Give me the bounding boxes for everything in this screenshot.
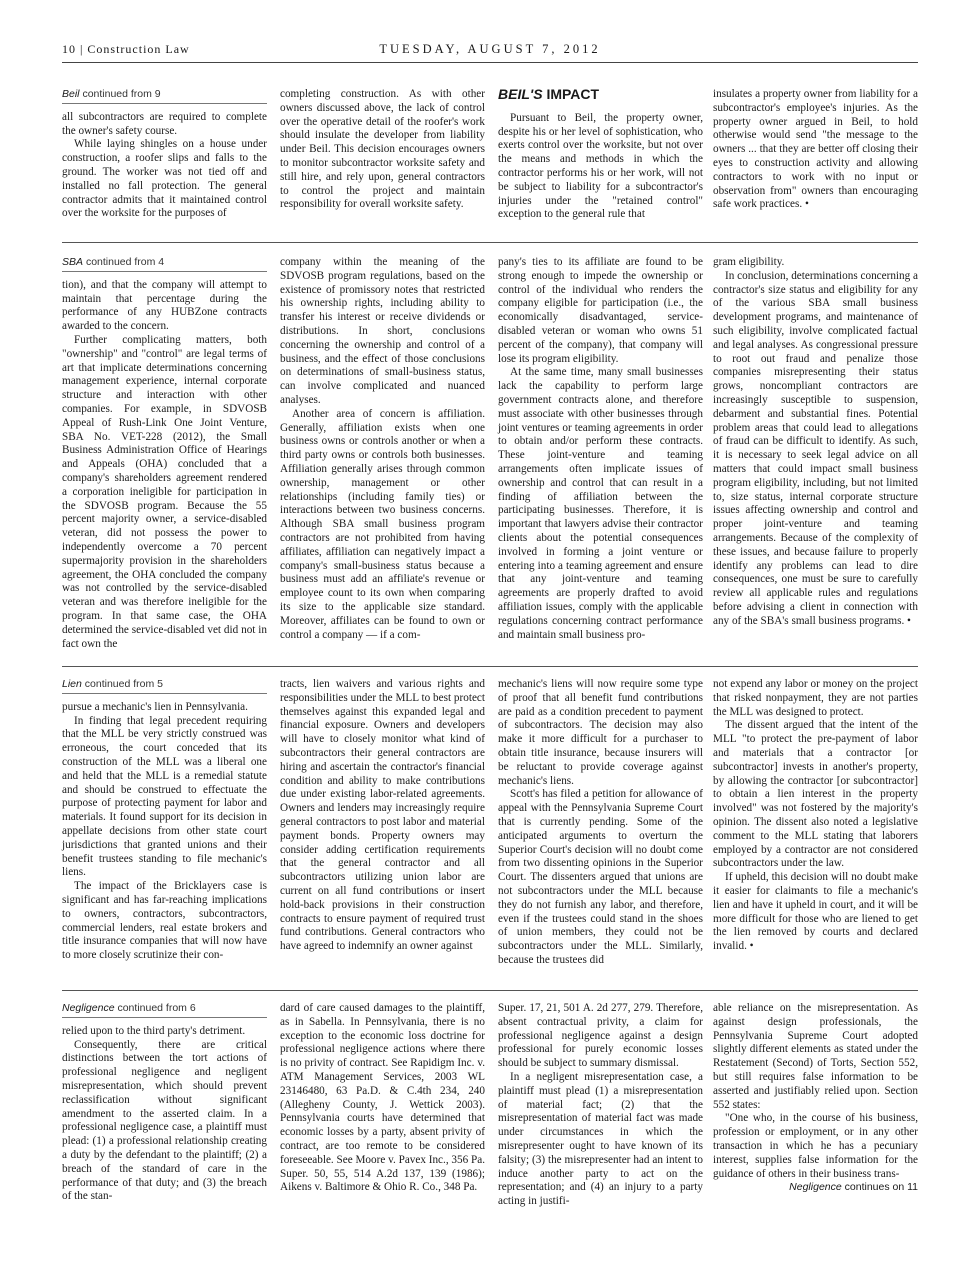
sba-continued-label: SBA continued from 4 [62, 256, 267, 272]
paragraph: In conclusion, determinations concerning a contractor's size status and eligibility for any of the various SBA small business development programs, and maintenance of such eligibility, involve complicated factual and legal analyses. As congressional pressure to root out fraud and penalize those companies misrepresenting their status grows, noncompliant contractors are increasingly susceptible to suspension, debarment and substantial fines. Potential problem areas that could lead to allegations of fraud can be difficult to identify. As such, it is necessary to seek legal advice on all matters that could impact small business program eligibility, including, but not limited to, size status, internal corporate structure issues affecting ownership and control and proper joint-venture and teaming arrangements. Because of the complexity of these issues, and because failure to properly identify any problems can lead to dire consequences, one must be sure to carefully review all applicable rules and regulations before advising a client in connection with any of the SBA's small business programs. • [713, 269, 918, 627]
paragraph: able reliance on the misrepresentation. As against design professionals, the Pennsylvania Supreme Court adopted slightly different elements as stated under the Restatement (Second) of Torts, Section 552, but still requires false information to be asserted and justifiably relied upon. Section 552 states: [713, 1002, 918, 1111]
beil-section [62, 88, 918, 238]
beil-col-3 [498, 88, 703, 222]
beil-col-4 [713, 88, 918, 212]
paragraph: "One who, in the course of his business, profession or employment, or in any other transaction in which he has a pecuniary interest, supplies false information for the guidance of others in their business trans- [713, 1112, 918, 1180]
section-divider [62, 242, 918, 243]
beil-col-1 [62, 88, 267, 221]
beil-col-2 [280, 88, 485, 212]
paragraph: company within the meaning of the SDVOSB program regulations, based on the existence of promissory notes that restricted his ownership rights, including ability to transfer his interest or receive dividends or distributions. In short, conclusions concerning the ownership and control of a business, and the effect of those conclusions on determinations of small-business status, can involve complicated and nuanced analyses. [280, 256, 485, 406]
paragraph: If upheld, this decision will no doubt make it easier for claimants to file a mechanic's lien and have it upheld in court, and it will be more difficult for those who are liened to get the lien removed by courts and declared invalid. • [713, 871, 918, 953]
sba-col-1 [62, 256, 267, 651]
paragraph: all subcontractors are required to complete the owner's safety course. [62, 110, 267, 137]
paragraph: mechanic's liens will now require some type of proof that all benefit fund contributions are paid as a condition precedent to payment of subcontractors. The decision may also make it more difficult for a purchaser to obtain title insurance, because insurers will be reluctant to provide coverage against mechanic's liens. [498, 678, 703, 787]
lien-col-3 [498, 678, 703, 968]
beil-continued-label: Beil continued from 9 [62, 88, 267, 104]
paragraph: The dissent argued that the intent of the MLL "to protect the pre-payment of labor and materials that a contractor [or subcontractor] invests in another's property, by allowing the contractor [or subcontractor] to obtain a lien interest in the property involved" was not fostered by the majority's opinion. The dissent also noted a legislative comment to the MLL stating that laborers employed by a contractor are not considered subcontractors under the law. [713, 719, 918, 870]
section-divider [62, 666, 918, 667]
negligence-col-4 [713, 1002, 918, 1195]
sba-col-2 [280, 256, 485, 642]
paragraph: gram eligibility. [713, 256, 785, 268]
negligence-continues-label: Negligence continues on 11 [789, 1181, 918, 1194]
paragraph: Further complicating matters, both "ownership" and "control" are legal terms of art that implicate determinations concerning management experience, internal corporate structure and interaction with other companies. For example, in SDVOSB Appeal of Rush-Link One Joint Venture, SBA No. VET-228 (2012), the Small Business Administration Office of Hearings and Appeals (OHA) concluded that a company's shareholders agreement rendered a corporation ineligible for participation in the SDVOSB program. Because the 55 percent majority owner, a service-disabled veteran, did not possess the power to independently overcome a 70 percent supermajority provision in the shareholders agreement, the OHA concluded the company was not controlled by the service-disabled veteran and was therefore ineligible for the program. In that same case, the OHA determined the service-disabled vet did not in fact own the [62, 333, 267, 650]
paragraph: In finding that legal precedent requiring that the MLL be very strictly construed was erroneous, the court conceded that its construction of the MLL was a liberal one and held that the MLL is a remedial statute and should be construed to effectuate the purpose of protecting payment for labor and materials. It found support for its decision in appellate decisions from other state court jurisdictions that granted unions and their benefit trustees standing to file mechanic's liens. [62, 714, 267, 879]
paragraph: At the same time, many small businesses lack the capability to perform large government contracts alone, and therefore must associate with other businesses through joint ventures or teaming agreements in order to obtain and/or perform these contracts. These joint-venture and teaming arrangements often implicate issues of ownership and control that can result in a finding of affiliation between the participating businesses. Therefore, it is important that lawyers advise their contractor clients about the potential consequences involved in forming a joint venture or entering into a teaming agreement and ensure that any joint-venture and teaming agreements are properly drafted to avoid affiliation issues, comply with the applicable regulations concerning contract performance and maintain small business pro- [498, 366, 703, 641]
negligence-col-3 [498, 1002, 703, 1209]
paragraph: While laying shingles on a house under construction, a roofer slips and falls to the ground. The worker was not tied off and installed no fall protection. The general contractor admits that it maintained control over the worksite for the purposes of [62, 138, 267, 220]
paragraph: pursue a mechanic's lien in Pennsylvania. [62, 700, 248, 713]
paragraph: completing construction. As with other owners discussed above, the lack of control over the operative detail of the roofer's work should insulate the developer from liability under Beil. This decision encourages owners to monitor subcontractor worksite safety and still hire, and rely upon, general contractors to control the project and maintain responsibility for overall worksite safety. [280, 88, 485, 211]
paragraph: Super. 17, 21, 501 A. 2d 277, 279. Therefore, absent contractual privity, a claim for professional negligence against a design professional for purely economic losses should be subject to summary dismissal. [498, 1002, 703, 1070]
lien-continued-label: Lien continued from 5 [62, 678, 267, 694]
paragraph: insulates a property owner from liability for a subcontractor's employee's injuries. As the property owner argued in Beil, to hold otherwise would send "the message to the owners ... that they are better off closing their eyes to construction activity and allowing contractors to work with no input or observation from" owners than encouraging safe work practices. • [713, 88, 918, 211]
lien-col-4 [713, 678, 918, 954]
negligence-col-2 [280, 1002, 485, 1195]
paragraph: In a negligent misrepresentation case, a plaintiff must plead (1) a misrepresentation of material fact; (2) that the misrepresentation of material fact was made under circumstances in which the misrepresenter ought to have known of its falsity; (3) the misrepresenter had an intent to induce another party to act on the representation; and (4) an injury to a party acting in justifi- [498, 1070, 703, 1208]
paragraph: tracts, lien waivers and various rights and responsibilities under the MLL to best protect themselves against this expanded legal and financial exposure. Owners and developers will have to closely monitor what kind of subcontractors their general contractors are hiring and ascertain the contractor's financial condition and ability to make contributions due under existing labor-related agreements. Owners and lenders may increasingly require general contractors to post labor and material payment bonds. Property owners may consider adding certification requirements that the general contractor and all subcontractors utilizing union labor are current on all fund contributions or insert hold-back provisions in their construction contracts to ensure payment of required trust fund contributions. General contractors who have agreed to indemnify an owner against [280, 678, 485, 953]
paragraph: tion), and that the company will attempt to maintain that percentage during the performance of any HUBZone contracts awarded to the concern. [62, 278, 267, 333]
header-rule [62, 62, 918, 63]
lien-col-1 [62, 678, 267, 963]
page-header [62, 40, 918, 58]
sba-section [62, 256, 918, 666]
paragraph: dard of care caused damages to the plaintiff, as in Sabella. In Pennsylvania, there is no exception to the economic loss doctrine for professional negligence actions where there is no privity of contract. See Rapidigm Inc. v. ATM Management Services, 2003 WL 23146480, 63 Pa.D. & C.4th 234, 240 (Allegheny County, J. Wettick 2003). Pennsylvania courts have determined that economic losses by a party, absent privity of contract, are too remote to be considered foreseeable. See Moore v. Pavex Inc., 356 Pa. Super. 50, 55, 514 A.2d 137, 139 (1986); Aikens v. Baltimore & Ohio R. Co., 348 Pa. [280, 1002, 485, 1194]
sba-col-4 [713, 256, 918, 629]
page-label: 10 | Construction Law [62, 42, 190, 56]
lien-col-2 [280, 678, 485, 954]
lien-section [62, 678, 918, 990]
beil-impact-heading: BEIL'S IMPACT [498, 86, 600, 102]
paragraph: relied upon to the third party's detriment. [62, 1024, 246, 1037]
sba-col-3 [498, 256, 703, 642]
paragraph: Consequently, there are critical distinctions between the tort actions of professional negligence and negligent misrepresentation, which should prevent reclassification without significant amendment to the asserted claim. In a professional negligence case, a plaintiff must plead: (1) a professional relationship creating a duty by the defendant to the plaintiff; (2) a breach of the standard of care in the performance of that duty; and (3) the breach of the stan- [62, 1038, 267, 1203]
negligence-section [62, 1002, 918, 1212]
paragraph: Scott's has filed a petition for allowance of appeal with the Pennsylvania Supreme Court that is currently pending. Some of the anticipated arguments to overturn the Superior Court's decision will no doubt come from two dissenting opinions in the Superior Court. The dissenters argued that unions are not subcontractors under the MLL because they do not furnish any labor, and therefore, even if the trustees could stand in the shoes of union members, they could not be subcontractors under the MLL. Similarly, because the trustees did [498, 788, 703, 966]
paragraph: Another area of concern is affiliation. Generally, affiliation exists when one business owns or controls another or when a third party owns or controls both businesses. Affiliation generally arises through common ownership, management or other relationships (including family ties) or interactions between two business concerns. Although SBA small business program contractors are not prohibited from having affiliates, affiliation can negatively impact a company's small-business status because a business must add an affiliate's revenue or employee count to its own when comparing its size to the applicable size standard. Moreover, affiliates can be found to own or control a company — if a com- [280, 407, 485, 641]
paragraph: The impact of the Bricklayers case is significant and has far-reaching implications to owners, contractors, subcontractors, commercial lenders, real estate brokers and title insurance companies that will now have to more closely scrutinize their con- [62, 880, 267, 962]
paragraph: pany's ties to its affiliate are found to be strong enough to impede the ownership or control of the individual who renders the company eligible for participation (i.e., the economically disadvantaged, service-disabled veteran or woman who owns 51 percent of the company), that company will lose its program eligibility. [498, 256, 703, 365]
paragraph: not expend any labor or money on the project that risked nonpayment, they are not parties the MLL was designed to protect. [713, 678, 918, 718]
issue-date: TUESDAY, AUGUST 7, 2012 [379, 42, 601, 56]
negligence-continued-label: Negligence continued from 6 [62, 1002, 267, 1018]
section-divider [62, 990, 918, 991]
paragraph: Pursuant to Beil, the property owner, despite his or her level of sophistication, who exerts control over the worksite, but not over the means and methods in which the contractor performs his or her work, will not be subject to liability for a subcontractor's injuries under the "retained control" exception to the general rule that [498, 111, 703, 221]
negligence-col-1 [62, 1002, 267, 1204]
